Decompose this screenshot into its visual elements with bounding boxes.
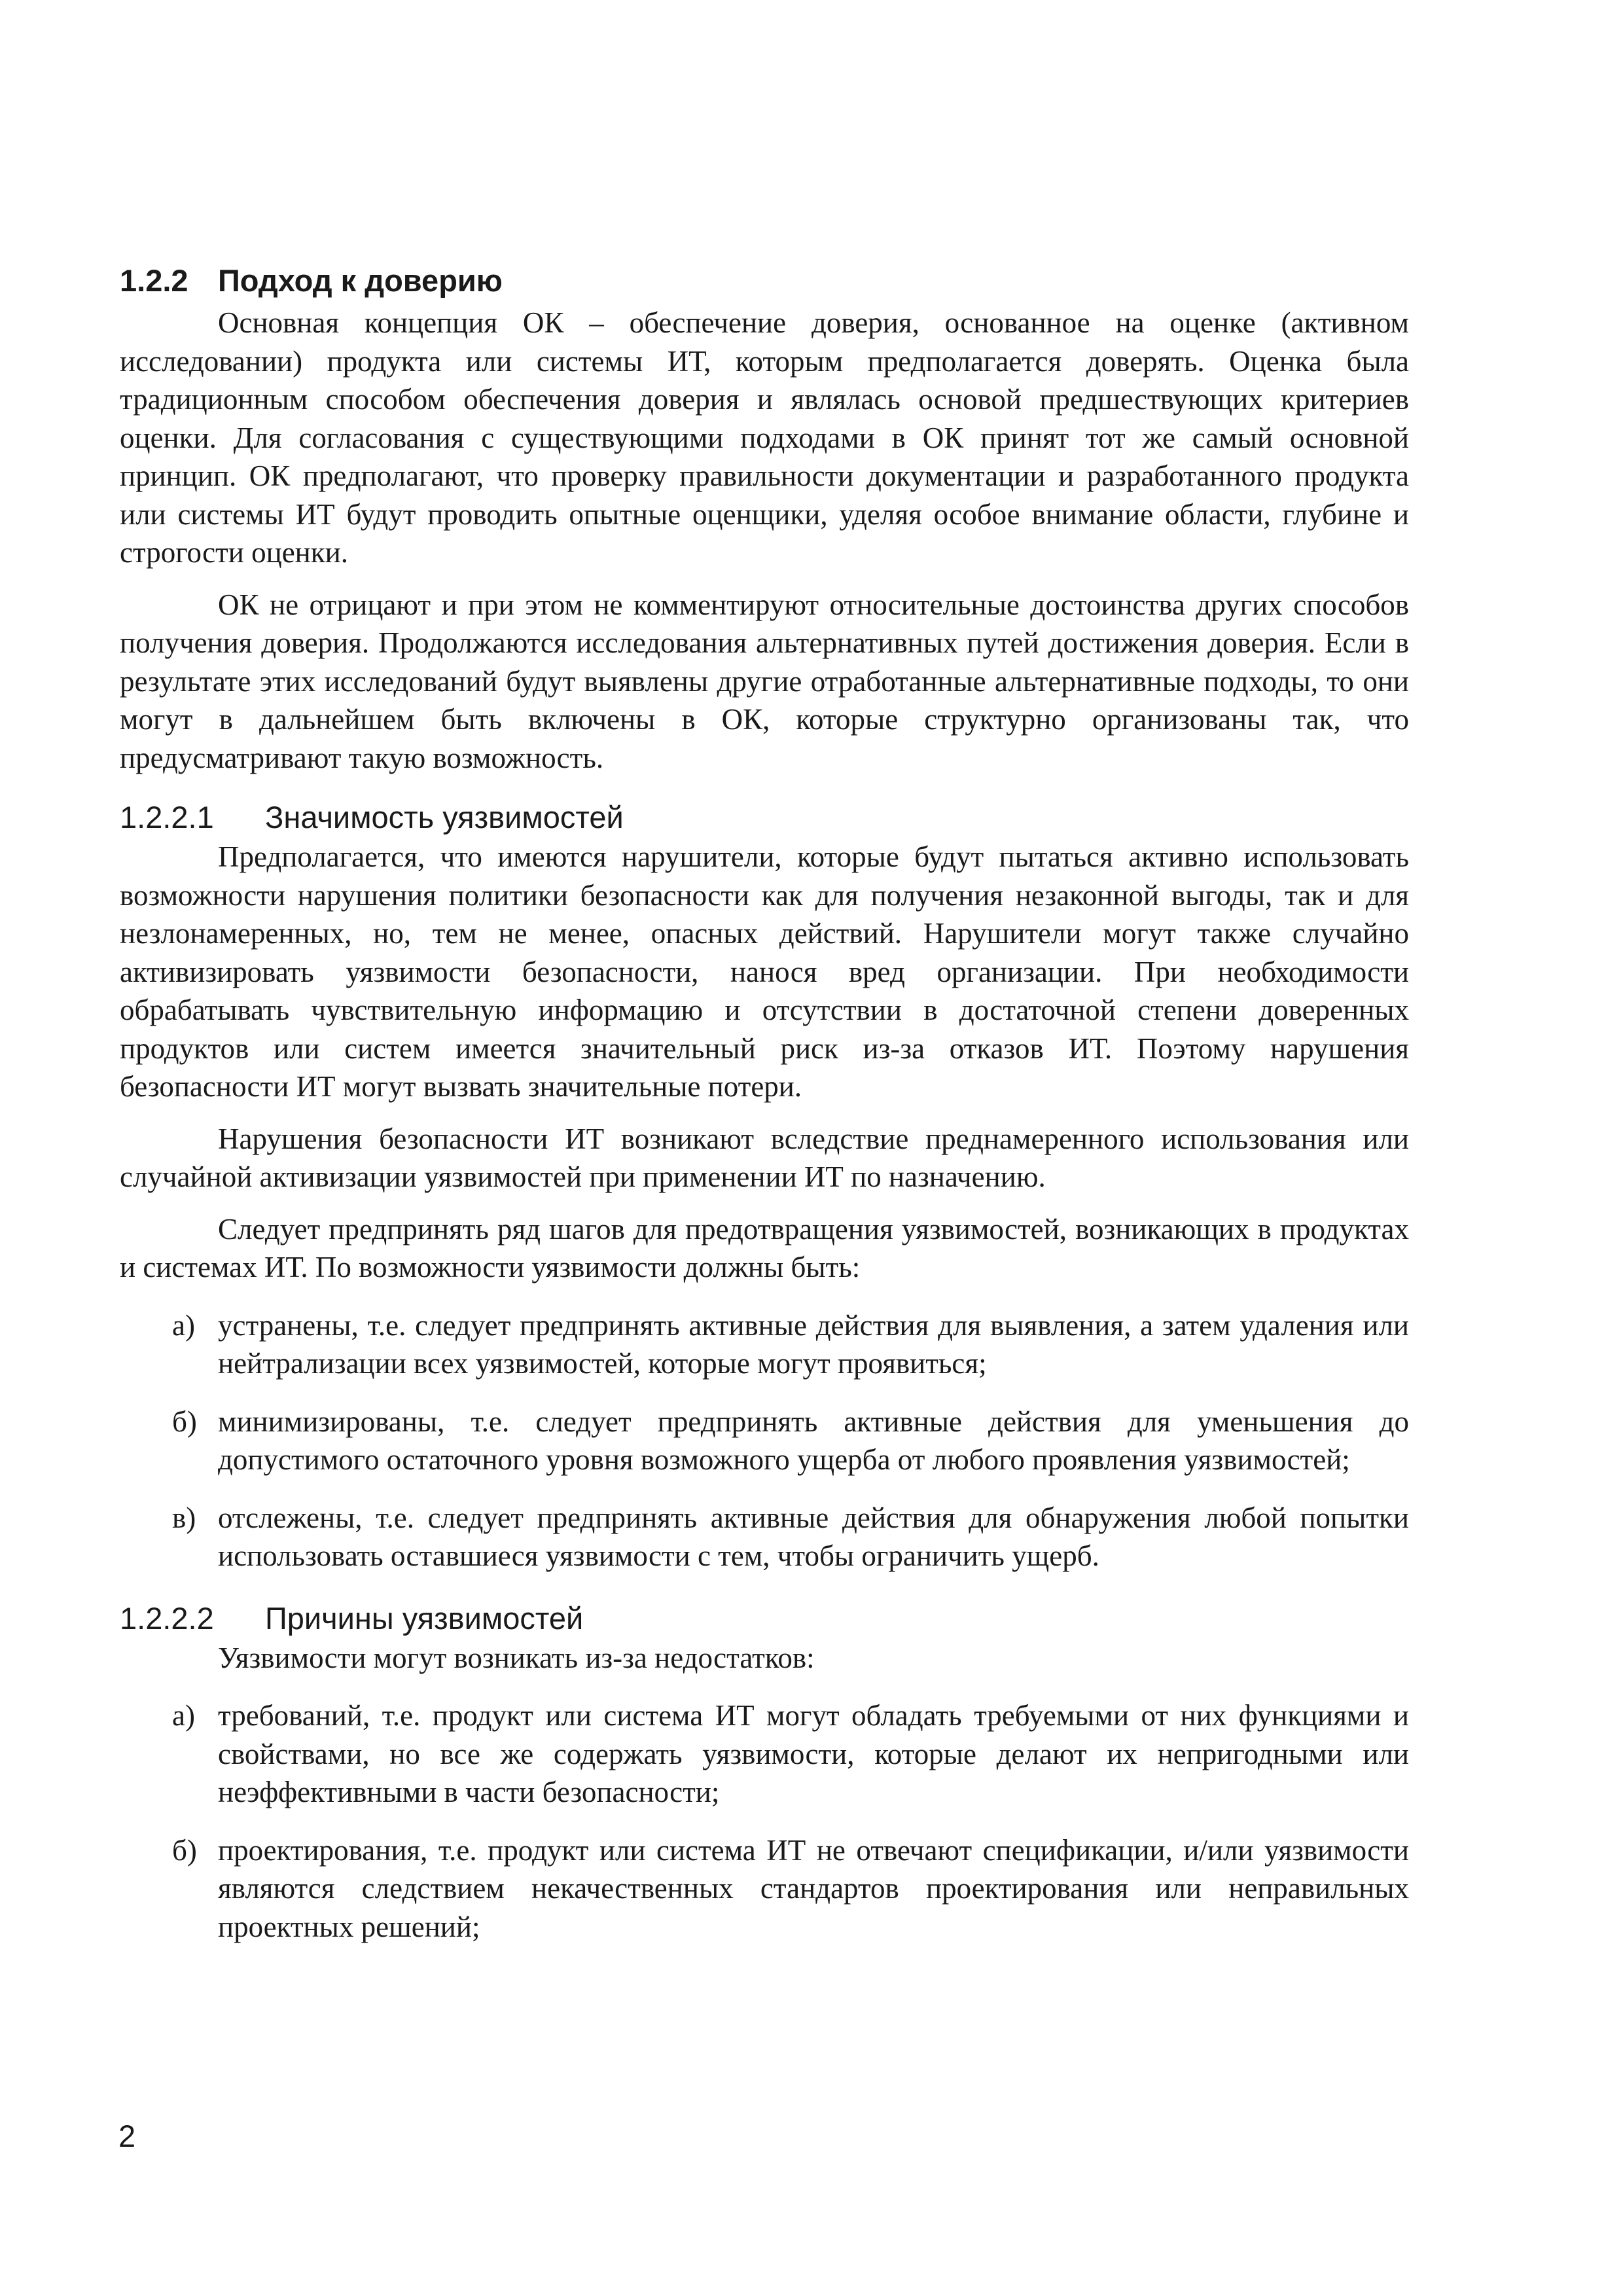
paragraph: Основная концепция ОК – обеспечение доверия, основанное на оценке (активном исследовании) продукта или системы ИТ, которым предполагается доверять. Оценка была традиционным способом обеспечения доверия и являлась основой предшествующих критериев оценки. Для согласования с существующими подходами в ОК принят тот же самый основной принцип. ОК предполагают, что проверку правильности документации и разработанного продукта или системы ИТ будут проводить опытные оценщики, уделяя особое внимание области, глубине и строгости оценки. xyxy=(120,306,1409,569)
list-item-text: проектирования, т.е. продукт или система ИТ не отвечают спецификации, и/или уязвимости являются следствием некачественных стандартов проектирования или неправильных проектных решений; xyxy=(218,1833,1409,1943)
section-heading xyxy=(120,262,1409,300)
list xyxy=(120,1696,1409,1946)
subsection-title: Значимость уязвимостей xyxy=(265,800,624,834)
list-item xyxy=(120,1696,1409,1812)
list-item xyxy=(120,1499,1409,1575)
paragraph: Следует предпринять ряд шагов для предотвращения уязвимостей, возникающих в продуктах и системах ИТ. По возможности уязвимости должны быть: xyxy=(120,1212,1409,1283)
subsection-title: Причины уязвимостей xyxy=(265,1600,584,1636)
list-item xyxy=(120,1831,1409,1946)
list-item-text: устранены, т.е. следует предпринять активные действия для выявления, а затем удаления или нейтрализации всех уязвимостей, которые могут проявиться; xyxy=(218,1308,1409,1380)
list-marker: б) xyxy=(172,1405,197,1438)
list-marker: б) xyxy=(172,1833,197,1867)
list-item-text: требований, т.е. продукт или система ИТ могут обладать требуемыми от них функциями и свойствами, но все же содержать уязвимости, которые делают их непригодными или неэффективными в части безопасности; xyxy=(218,1699,1409,1808)
subsection-number: 1.2.2.2 xyxy=(120,1600,214,1636)
document-page xyxy=(120,262,1409,1946)
list-marker: а) xyxy=(172,1308,195,1342)
list-item xyxy=(120,1403,1409,1479)
section-number: 1.2.2 xyxy=(120,263,188,298)
paragraph: Нарушения безопасности ИТ возникают вследствие преднамеренного использования или случайной активизации уязвимостей при применении ИТ по назначению. xyxy=(120,1122,1409,1193)
subsection-heading xyxy=(120,1600,1409,1638)
paragraph: ОК не отрицают и при этом не комментируют относительные достоинства других способов получения доверия. Продолжаются исследования альтернативных путей достижения доверия. Если в результате этих исследований будут выявлены другие отработанные альтернативные подходы, то они могут в дальнейшем быть включены в ОК, которые структурно организованы так, что предусматривают такую возможность. xyxy=(120,588,1409,774)
list-marker: в) xyxy=(172,1501,196,1534)
list-marker: а) xyxy=(172,1699,195,1732)
paragraph: Предполагается, что имеются нарушители, которые будут пытаться активно использовать возможности нарушения политики безопасности как для получения незаконной выгоды, так и для незлонамеренных, но, тем не менее, опасных действий. Нарушители могут также случайно активизировать уязвимости безопасности, нанося вред организации. При необходимости обрабатывать чувствительную информацию и отсутствии в достаточной степени доверенных продуктов или систем имеется значительный риск из-за отказов ИТ. Поэтому нарушения безопасности ИТ могут вызвать значительные потери. xyxy=(120,840,1409,1103)
section-title: Подход к доверию xyxy=(218,263,503,298)
paragraph: Уязвимости могут возникать из-за недостатков: xyxy=(218,1641,815,1674)
list-item xyxy=(120,1306,1409,1383)
subsection-heading xyxy=(120,798,1409,836)
subsection-number: 1.2.2.1 xyxy=(120,800,214,834)
page-number: 2 xyxy=(118,2119,136,2153)
list-item-text: минимизированы, т.е. следует предпринять активные действия для уменьшения до допустимого остаточного уровня возможного ущерба от любого проявления уязвимостей; xyxy=(218,1405,1409,1476)
list-item-text: отслежены, т.е. следует предпринять активные действия для обнаружения любой попытки использовать оставшиеся уязвимости с тем, чтобы ограничить ущерб. xyxy=(218,1501,1409,1572)
list xyxy=(120,1306,1409,1575)
